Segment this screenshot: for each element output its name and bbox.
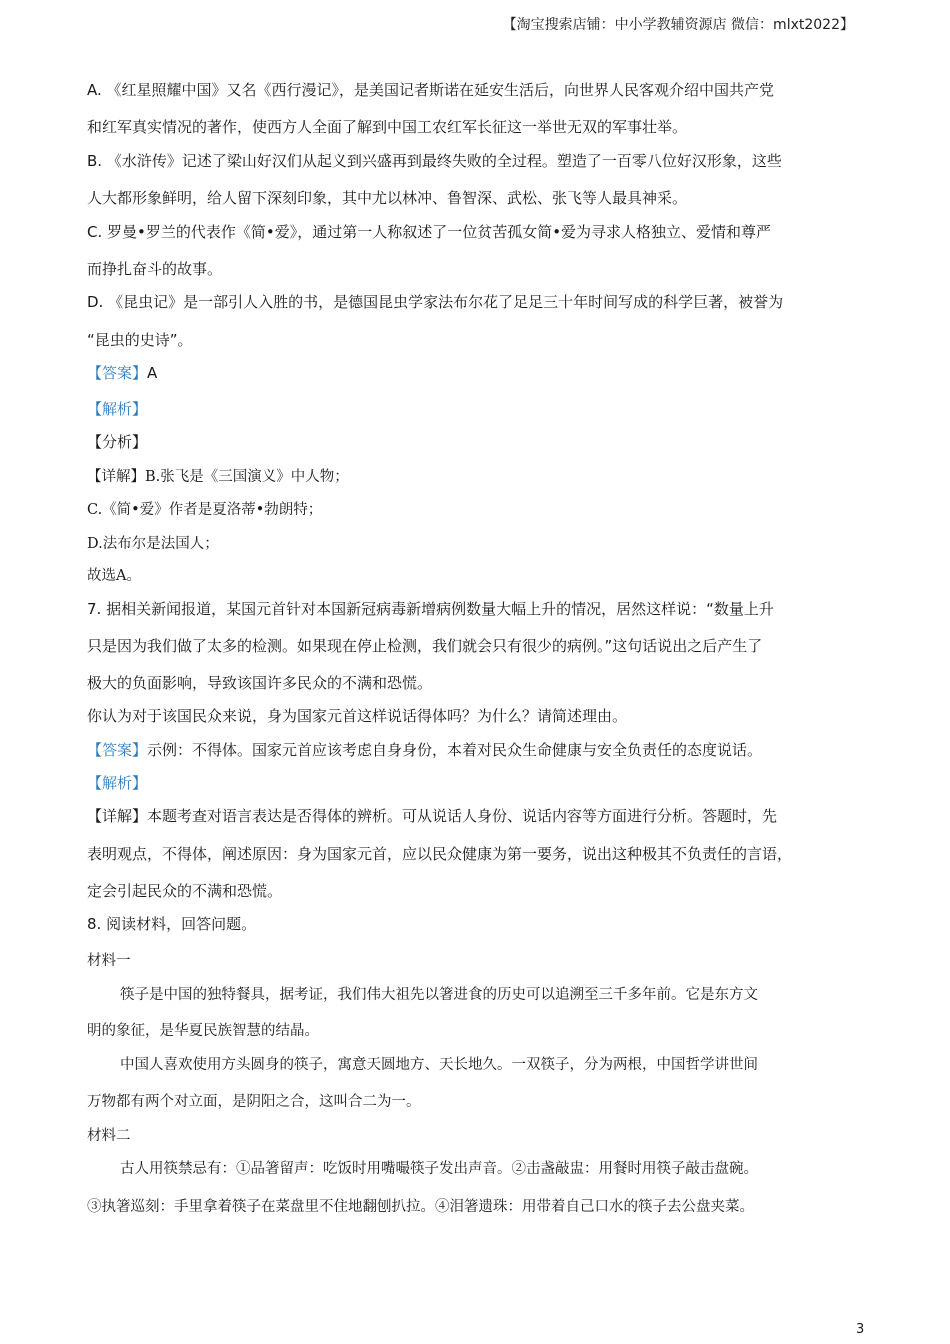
question-7-line4: 你认为对于该国民众来说，身为国家元首这样说话得体吗？为什么？请简述理由。 (87, 707, 628, 725)
option-b-line1: B. 《水浒传》记述了梁山好汉们从起义到兴盛再到最终失败的全过程。塑造了一百零八位好汉形象，这些 (87, 152, 782, 170)
option-b-line2: 人大都形象鲜明，给人留下深刻印象，其中尤以林冲、鲁智深、武松、张飞等人最具神采。 (87, 189, 688, 207)
detail-line2: C.《简•爱》作者是夏洛蒂•勃朗特； (87, 502, 323, 518)
answer-tag: 【答案】 (87, 364, 148, 382)
answer-line-6 (87, 363, 157, 383)
question-7-line3: 极大的负面影响，导致该国许多民众的不满和恐慌。 (87, 674, 433, 692)
question-7-line2: 只是因为我们做了太多的检测。如果现在停止检测，我们就会只有很少的病例。”这句话说出之后产生了 (87, 637, 763, 655)
answer-line-7 (87, 740, 762, 760)
question-7-line1: 7. 据相关新闻报道，某国元首针对本国新冠病毒新增病例数量大幅上升的情况，居然这样说：“数量上升 (87, 600, 774, 618)
detail-7-line1: 【详解】本题考查对语言表达是否得体的辨析。可从说话人身份、说话内容等方面进行分析。答题时，先 (87, 807, 778, 825)
page-header: 【淘宝搜索店铺：中小学教辅资源店 微信：mlxt2022】 (502, 17, 854, 33)
answer-text: A (147, 364, 158, 382)
material-1-para1-line2: 明的象征，是华夏民族智慧的结晶。 (87, 1023, 319, 1039)
material-1-heading: 材料一 (87, 953, 131, 969)
analysis-tag: 【解析】 (87, 400, 148, 418)
detail-line3: D.法布尔是法国人； (87, 536, 219, 552)
option-c-line2: 而挣扎奋斗的故事。 (87, 260, 223, 278)
material-2-line1: 古人用筷禁忌有：①品箸留声：吃饭时用嘴嘬筷子发出声音。②击盏敲盅：用餐时用筷子敲击盘碗。 (120, 1161, 758, 1177)
answer-text: 示例：不得体。国家元首应该考虑自身身份，本着对民众生命健康与安全负责任的态度说话。 (147, 741, 763, 759)
option-d-line2: “昆虫的史诗”。 (87, 331, 193, 349)
option-a-line2: 和红军真实情况的著作，使西方人全面了解到中国工农红军长征这一举世无双的军事壮举。 (87, 118, 688, 136)
answer-tag: 【答案】 (87, 741, 148, 759)
option-c-line1: C. 罗曼•罗兰的代表作《简•爱》，通过第一人称叙述了一位贫苦孤女简•爱为寻求人格独立、爱情和尊严 (87, 223, 772, 241)
material-1-para1-line1: 筷子是中国的独特餐具，据考证，我们伟大祖先以箸进食的历史可以追溯至三千多年前。它是东方文 (120, 987, 758, 1003)
question-8-title: 8. 阅读材料，回答问题。 (87, 915, 257, 933)
detail-7-line3: 定会引起民众的不满和恐慌。 (87, 882, 283, 900)
option-a-line1: A. 《红星照耀中国》又名《西行漫记》，是美国记者斯诺在延安生活后，向世界人民客观介绍中国共产党 (87, 81, 775, 99)
detail-line1: 【详解】B.张飞是《三国演义》中人物； (87, 469, 349, 485)
material-2-line2: ③执箸巡刻：手里拿着筷子在菜盘里不住地翻刨扒拉。④泪箸遗珠：用带着自己口水的筷子去公盘夹菜。 (87, 1199, 754, 1215)
material-1-para2-line2: 万物都有两个对立面，是阴阳之合，这叫合二为一。 (87, 1094, 421, 1110)
material-2-heading: 材料二 (87, 1128, 131, 1144)
analysis-tag: 【解析】 (87, 774, 148, 792)
material-1-para2-line1: 中国人喜欢使用方头圆身的筷子，寓意天圆地方、天长地久。一双筷子，分为两根，中国哲学讲世间 (120, 1057, 758, 1073)
page-number: 3 (856, 1322, 865, 1337)
detail-line4: 故选A。 (87, 568, 141, 584)
detail-7-line2: 表明观点，不得体，阐述原因：身为国家元首，应以民众健康为第一要务，说出这种极其不负责任的言语， (87, 845, 793, 863)
analysis-subhead: 【分析】 (87, 433, 148, 451)
option-d-line1: D. 《昆虫记》是一部引人入胜的书，是德国昆虫学家法布尔花了足足三十年时间写成的科学巨著，被誉为 (87, 293, 784, 311)
